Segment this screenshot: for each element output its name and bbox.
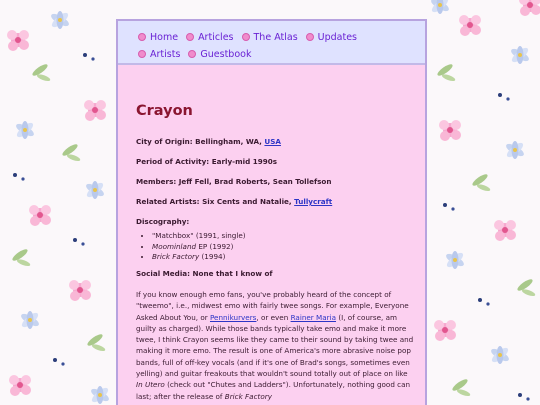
- nav-item-the-atlas[interactable]: [242, 32, 298, 43]
- nav-row-1: [138, 29, 425, 45]
- nav-label: The Atlas: [253, 31, 298, 43]
- album-title: In Utero: [136, 380, 165, 390]
- nav-label: Home: [150, 31, 179, 43]
- release-title: "Matchbox": [152, 231, 194, 240]
- body-paragraph: [136, 289, 416, 402]
- flower-bullet-icon: [306, 33, 314, 41]
- nav-label: Articles: [198, 31, 234, 43]
- release-title: Moominland: [152, 241, 197, 251]
- nav-label: Updates: [317, 31, 358, 43]
- flower-bullet-icon: [138, 50, 146, 58]
- usa-link[interactable]: USA: [264, 137, 281, 146]
- release-detail: (1994): [201, 252, 226, 261]
- field-value: Bellingham, WA,: [195, 137, 262, 146]
- nav-item-articles[interactable]: [186, 32, 233, 43]
- list-item: [152, 231, 416, 240]
- flower-bullet-icon: [186, 33, 194, 41]
- field-label: Members:: [136, 177, 177, 186]
- release-detail: EP (1992): [198, 241, 234, 251]
- nav-label: Artists: [150, 48, 181, 60]
- body-text: , or even: [256, 312, 289, 322]
- field-label: Period of Activity:: [136, 157, 210, 166]
- field-value: Early-mid 1990s: [211, 157, 278, 166]
- body-text: If you know enough emo fans, you've probably heard of the concept of "tweemo", i.e., midwest emo with fairly twee songs. For example, Everyone Asked About You, or: [136, 290, 409, 322]
- nav-item-guestbook[interactable]: [188, 49, 251, 60]
- field-value: Jeff Fell, Brad Roberts, Sean Tollefson: [178, 177, 332, 186]
- body-text: (check out "Chutes and Ladders"). Unfortunately, nothing good can last; after the release of: [136, 380, 411, 401]
- field-label: City of Origin:: [136, 137, 193, 146]
- album-title: Brick Factory: [224, 391, 272, 401]
- nav-label: Guestbook: [200, 48, 252, 60]
- list-item: [152, 252, 416, 261]
- field-value: None that I know of: [192, 269, 273, 278]
- release-detail: (1991, single): [195, 231, 246, 240]
- social-media: [136, 269, 416, 278]
- article-content: [118, 103, 416, 402]
- field-label: Social Media:: [136, 269, 191, 278]
- page-title: Crayon: [136, 103, 193, 119]
- tullycraft-link[interactable]: Tullycraft: [294, 197, 333, 206]
- rainer-maria-link[interactable]: Rainer Maria: [290, 312, 337, 322]
- field-value: Six Cents and Natalie,: [202, 197, 292, 206]
- city-of-origin: [136, 137, 416, 146]
- discography-list: [136, 231, 416, 261]
- list-item: [152, 242, 416, 251]
- pennikurvers-link[interactable]: Pennikurvers: [209, 312, 257, 322]
- discography-heading: Discography:: [136, 217, 190, 226]
- nav-row-2: [138, 46, 425, 62]
- related-artists: [136, 197, 416, 206]
- main-panel: [116, 19, 427, 405]
- field-label: Related Artists:: [136, 197, 200, 206]
- nav-item-updates[interactable]: [306, 32, 357, 43]
- members: [136, 177, 416, 186]
- period-of-activity: [136, 157, 416, 166]
- flower-bullet-icon: [138, 33, 146, 41]
- release-title: Brick Factory: [152, 252, 200, 261]
- top-navigation: [118, 21, 425, 65]
- nav-item-artists[interactable]: [138, 49, 180, 60]
- flower-bullet-icon: [242, 33, 250, 41]
- nav-item-home[interactable]: [138, 32, 178, 43]
- flower-bullet-icon: [188, 50, 196, 58]
- body-text: (I, of course, am guilty as charged). While those bands typically take emo and make it more twee, I think Crayon seems like they came to their sound by taking twee and making it more emo. The result is one of America's more abrasive noise pop bands, full of off-key vocals (and if it's one of Brad's songs, sometimes even yelling) and guitar freakouts that wouldn't sound totally out of place on like: [136, 312, 414, 379]
